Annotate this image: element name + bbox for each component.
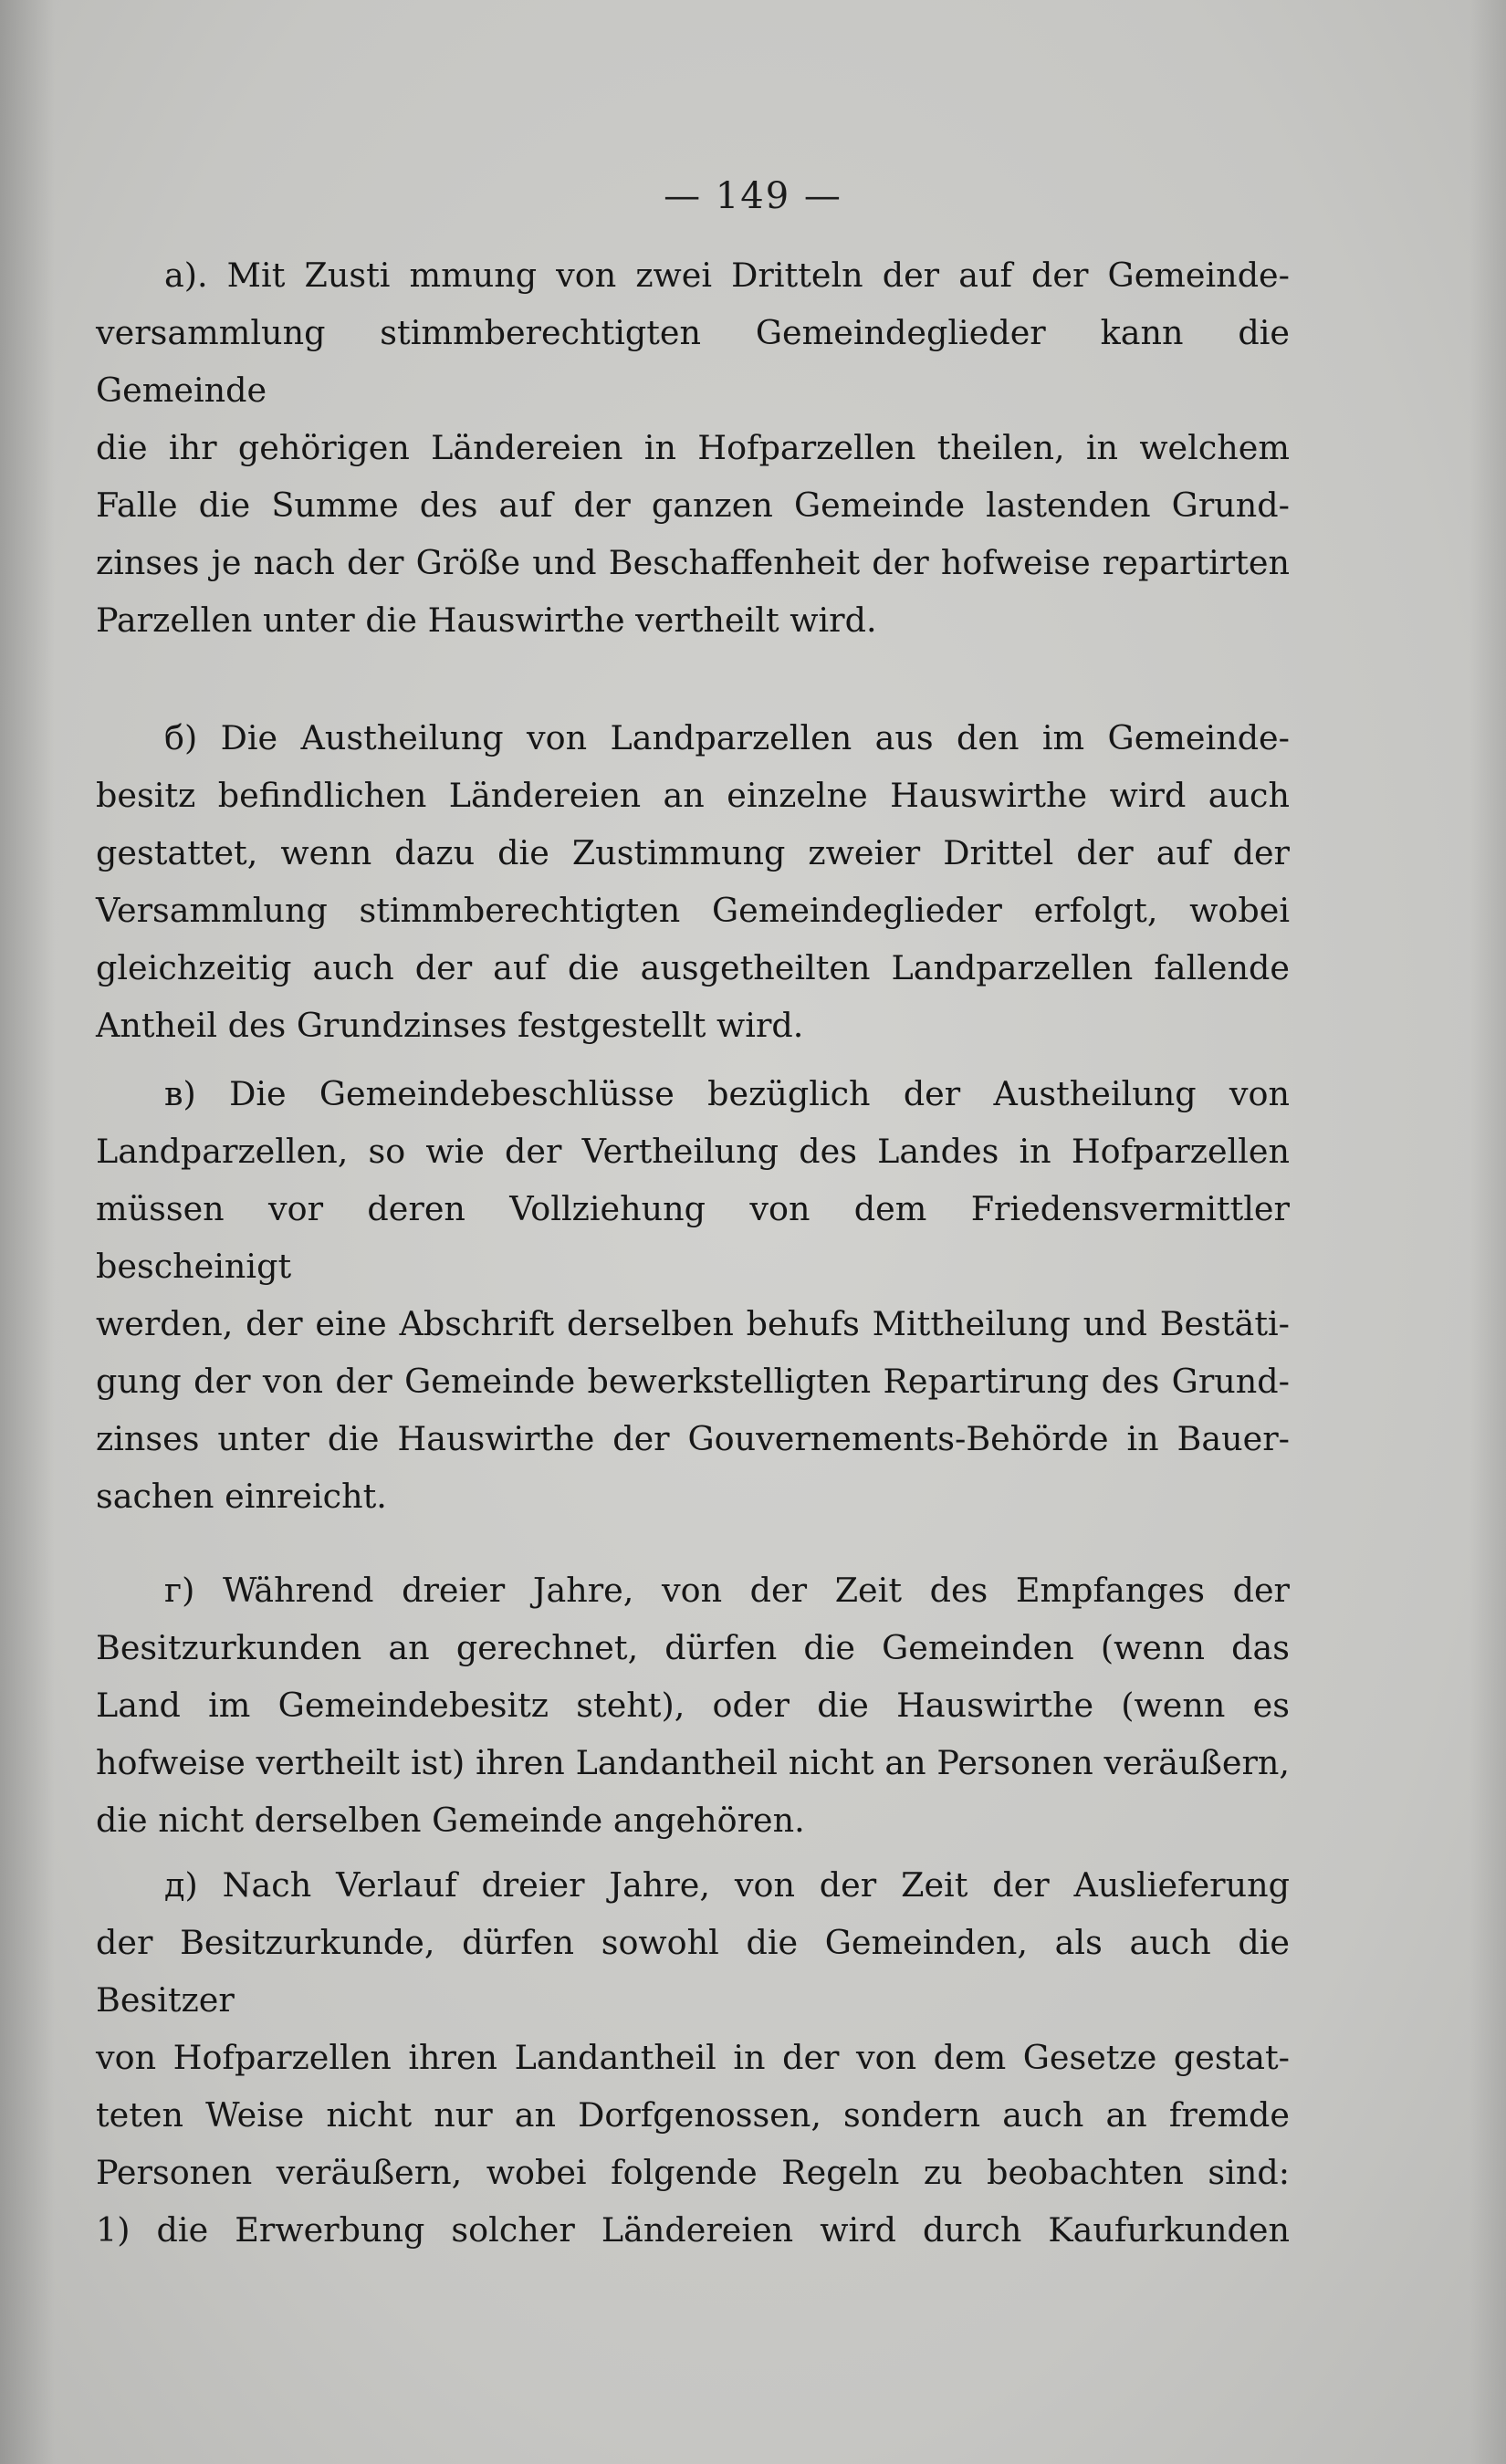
paragraph-last-line: Parzellen unter die Hauswirthe vertheilt wird.: [96, 600, 877, 640]
body-text: [96, 246, 1290, 2259]
paragraph-line: versammlung stimmberechtigten Gemeindeglieder kann die Gemeinde: [96, 313, 1290, 410]
paragraph-line: die ihr gehörigen Ländereien in Hofparzellen theilen, in welchem: [96, 428, 1290, 467]
paragraph-line: von Hofparzellen ihren Landantheil in der von dem Gesetze gestat-: [96, 2038, 1290, 2077]
paragraph-g: [96, 1561, 1290, 1849]
paragraph-line: werden, der eine Abschrift derselben behufs Mittheilung und Bestäti-: [96, 1304, 1290, 1343]
paragraph-line: Falle die Summe des auf der ganzen Gemeinde lastenden Grund-: [96, 485, 1290, 525]
paragraph-line: a). Mit Zusti mmung von zwei Dritteln der auf der Gemeinde-: [164, 256, 1290, 295]
paragraph-line: Landparzellen, so wie der Vertheilung des Landes in Hofparzellen: [96, 1132, 1290, 1171]
page-number: — 149 —: [664, 175, 842, 217]
paragraph-gap: [96, 1525, 1290, 1561]
paragraph-last-line: Antheil des Grundzinses festgestellt wird.: [96, 1006, 804, 1045]
paragraph-line: 1) die Erwerbung solcher Ländereien wird durch Kaufurkunden: [96, 2210, 1290, 2250]
paragraph-line: gleichzeitig auch der auf die ausgetheilten Landparzellen fallende: [96, 948, 1290, 987]
paragraph-line: б) Die Austheilung von Landparzellen aus den im Gemeinde-: [164, 718, 1290, 757]
paragraph-line: teten Weise nicht nur an Dorfgenossen, sondern auch an fremde: [96, 2095, 1290, 2135]
paragraph-line: д) Nach Verlauf dreier Jahre, von der Zeit der Auslieferung: [164, 1865, 1290, 1905]
paragraph-line: besitz befindlichen Ländereien an einzelne Hauswirthe wird auch: [96, 776, 1290, 815]
paragraph-line: Land im Gemeindebesitz steht), oder die Hauswirthe (wenn es: [96, 1686, 1290, 1725]
paragraph-line: zinses unter die Hauswirthe der Gouvernements-Behörde in Bauer-: [96, 1419, 1290, 1458]
paragraph-gap: [96, 1054, 1290, 1065]
paragraph-d: [96, 1856, 1290, 2259]
page-edge-shadow-right: [1469, 0, 1506, 2464]
paragraph-line: в) Die Gemeindebeschlüsse bezüglich der Austheilung von: [164, 1074, 1290, 1113]
paragraph-last-line: die nicht derselben Gemeinde angehören.: [96, 1801, 805, 1840]
paragraph-gap: [96, 649, 1290, 709]
paragraph-line: gestattet, wenn dazu die Zustimmung zweier Drittel der auf der: [96, 833, 1290, 872]
paragraph-line: hofweise vertheilt ist) ihren Landantheil nicht an Personen veräußern,: [96, 1743, 1290, 1782]
paragraph-line: gung der von der Gemeinde bewerkstelligten Repartirung des Grund-: [96, 1362, 1290, 1401]
paragraph-v: [96, 1065, 1290, 1525]
paragraph-line: г) Während dreier Jahre, von der Zeit des Empfanges der: [164, 1571, 1290, 1610]
paragraph-last-line: sachen einreicht.: [96, 1477, 387, 1516]
paragraph-line: Versammlung stimmberechtigten Gemeindeglieder erfolgt, wobei: [96, 891, 1290, 930]
paragraph-line: zinses je nach der Größe und Beschaffenheit der hofweise repartirten: [96, 543, 1290, 582]
paragraph-gap: [96, 1849, 1290, 1856]
paragraph-line: der Besitzurkunde, dürfen sowohl die Gemeinden, als auch die Besitzer: [96, 1923, 1290, 2020]
paragraph-line: Personen veräußern, wobei folgende Regeln zu beobachten sind:: [96, 2153, 1290, 2192]
paragraph-b: [96, 709, 1290, 1054]
paragraph-line: Besitzurkunden an gerechnet, dürfen die Gemeinden (wenn das: [96, 1628, 1290, 1667]
page-edge-shadow-left: [0, 0, 55, 2464]
paragraph-a: [96, 246, 1290, 649]
paragraph-line: müssen vor deren Vollziehung von dem Friedensvermittler bescheinigt: [96, 1189, 1290, 1286]
